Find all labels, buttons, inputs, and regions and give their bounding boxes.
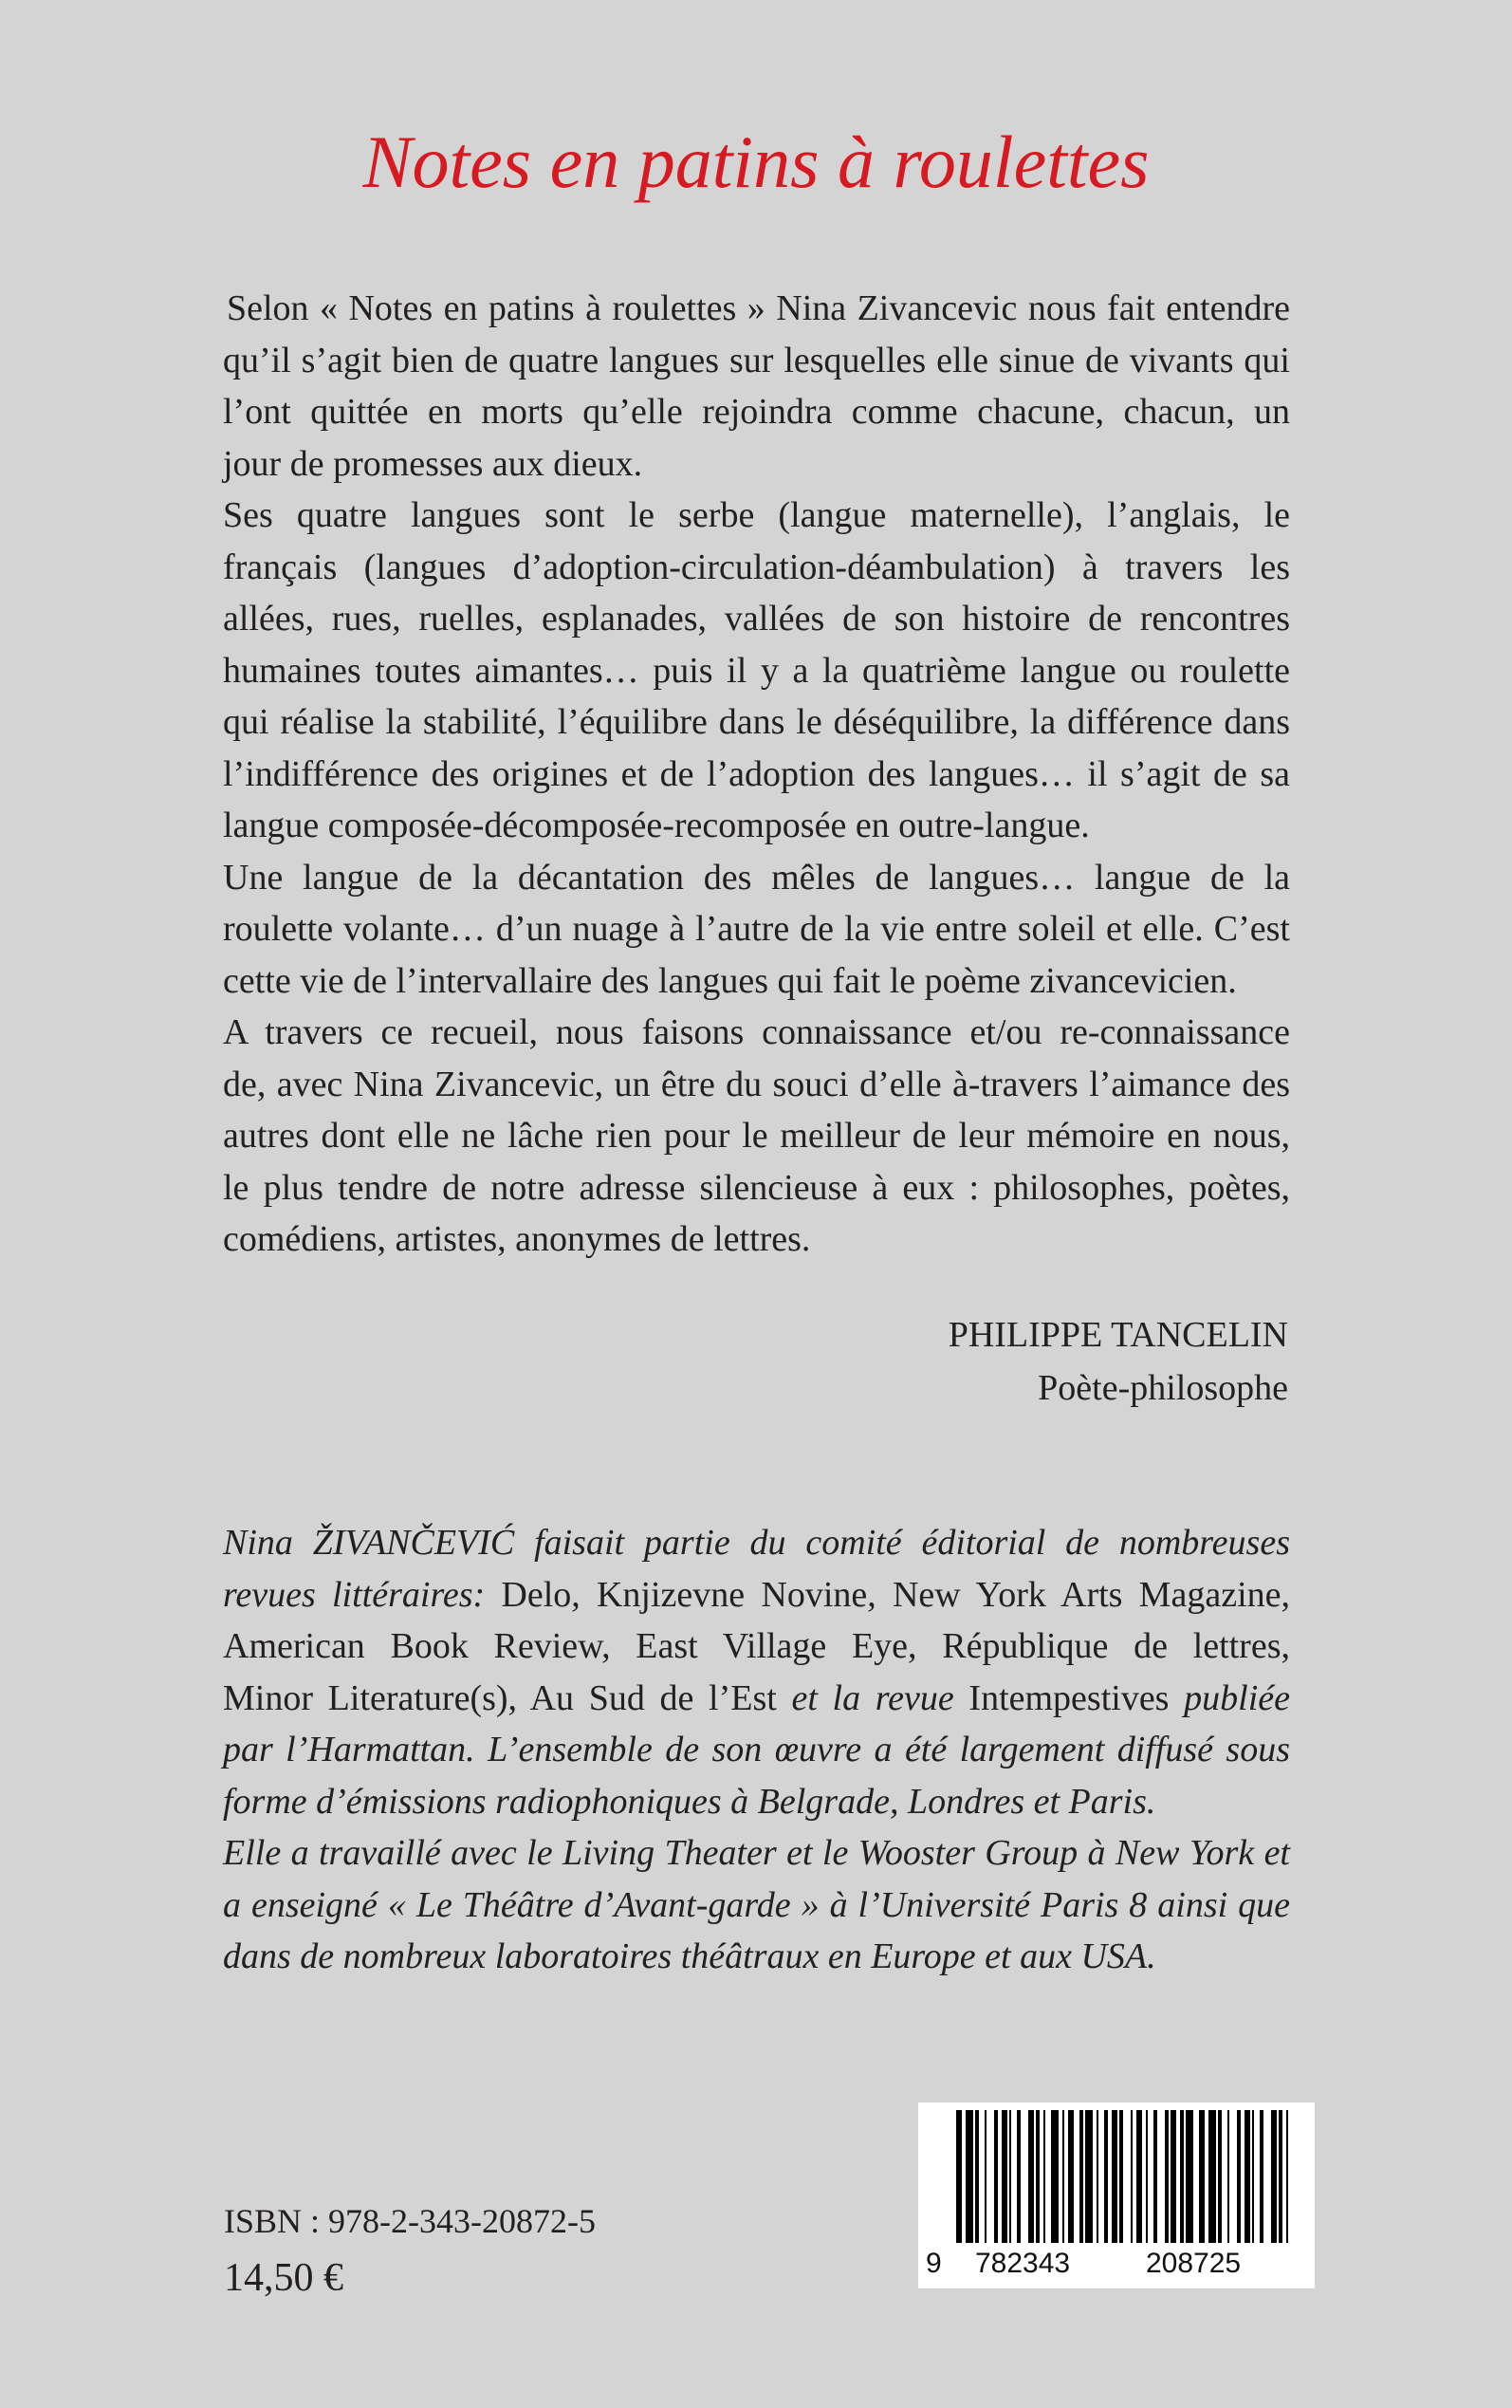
barcode-digits-right: 208725 — [1146, 2248, 1242, 2279]
blurb-line: jour de promesses aux dieux. — [223, 443, 643, 484]
blurb-line: de, avec Nina Zivancevic, un être du souci d’elle à-travers l’aimance des — [223, 1064, 1290, 1104]
barcode — [918, 2102, 1315, 2288]
bio-line — [223, 1569, 1290, 1621]
barcode-bar — [1085, 2110, 1093, 2243]
barcode-bar — [1227, 2110, 1229, 2243]
barcode-bar — [1097, 2110, 1098, 2243]
bio-roman-text: Minor Literature(s), Au Sud de l’Est — [223, 1677, 792, 1718]
blurb-line: autres dont elle ne lâche rien pour le meilleur de leur mémoire en nous, — [223, 1116, 1290, 1156]
barcode-digit-first: 9 — [926, 2248, 942, 2279]
barcode-bar — [975, 2110, 979, 2243]
barcode-bar — [1186, 2110, 1193, 2243]
barcode-bars — [918, 2102, 1315, 2245]
barcode-bar — [994, 2110, 998, 2243]
barcode-bar — [1112, 2110, 1117, 2243]
barcode-digits — [918, 2245, 1315, 2283]
blurb-line: Selon « Notes en patins à roulettes » Nina Zivancevic nous fait entendre — [227, 288, 1290, 328]
barcode-bar — [1279, 2110, 1282, 2243]
blurb-line: humaines toutes aimantes… puis il y a la quatrième langue ou roulette — [223, 650, 1290, 691]
bio-italic-text: revues littéraires: — [223, 1574, 486, 1615]
barcode-bar — [1218, 2110, 1222, 2243]
bio-italic-text: et la revue — [791, 1677, 954, 1718]
barcode-bar — [1171, 2110, 1176, 2243]
barcode-bar — [1136, 2110, 1142, 2243]
author-bio — [223, 1517, 1290, 1983]
barcode-bar — [1079, 2110, 1083, 2243]
signature-role: Poète-philosophe — [1038, 1368, 1288, 1408]
bio-line: dans de nombreux laboratoires théâtraux en Europe et aux USA. — [223, 1936, 1156, 1976]
bio-roman-text: Delo, Knjizevne Novine, New York Arts Magazine, — [485, 1574, 1290, 1615]
barcode-bar — [1252, 2110, 1254, 2243]
book-title: Notes en patins à roulettes — [362, 120, 1150, 203]
barcode-bar — [1208, 2110, 1216, 2243]
barcode-bar — [1131, 2110, 1133, 2243]
barcode-digits-left: 782343 — [975, 2248, 1071, 2279]
barcode-bar — [956, 2110, 962, 2243]
blurb-line: l’indifférence des origines et de l’adoption des langues… il s’agit de sa — [223, 753, 1290, 794]
blurb-line: Ses quatre langues sont le serbe (langue maternelle), l’anglais, le — [223, 495, 1290, 535]
barcode-bar — [1146, 2110, 1148, 2243]
bio-roman-text: Intempestives — [953, 1677, 1185, 1718]
barcode-bar — [1119, 2110, 1123, 2243]
blurb-line: comédiens, artistes, anonymes de lettres. — [223, 1219, 811, 1259]
barcode-bar — [1165, 2110, 1169, 2243]
signature-block — [949, 1308, 1288, 1415]
barcode-bar — [1043, 2110, 1045, 2243]
barcode-bar — [1237, 2110, 1241, 2243]
signature-name: PHILIPPE TANCELIN — [948, 1315, 1288, 1355]
blurb-line: qu’il s’agit bien de quatre langues sur lesquelles elle sinue de vivants qui — [223, 340, 1290, 380]
blurb-line: allées, rues, ruelles, esplanades, vallées de son histoire de rencontres — [223, 599, 1290, 639]
barcode-bar — [1286, 2110, 1288, 2243]
barcode-bar — [1062, 2110, 1064, 2243]
bio-line: par l’Harmattan. L’ensemble de son œuvre a été largement diffusé sous — [223, 1730, 1290, 1769]
bio-line: American Book Review, East Village Eye, République de lettres, — [223, 1626, 1290, 1666]
barcode-bar — [985, 2110, 986, 2243]
barcode-bar — [1260, 2110, 1263, 2243]
barcode-bar — [1051, 2110, 1059, 2243]
bio-italic-text: publiée — [1184, 1677, 1290, 1718]
blurb-line: le plus tendre de notre adresse silencieuse à eux : philosophes, poètes, — [223, 1167, 1290, 1208]
barcode-bar — [1009, 2110, 1011, 2243]
bio-line: Nina ŽIVANČEVIĆ faisait partie du comité éditorial de nombreuses — [223, 1523, 1290, 1563]
blurb-line: roulette volante… d’un nuage à l’autre de la vie entre soleil et elle. C’est — [223, 909, 1290, 949]
barcode-bar — [1036, 2110, 1040, 2243]
barcode-bar — [1199, 2110, 1205, 2243]
barcode-bar — [1068, 2110, 1074, 2243]
bio-line: a enseigné « Le Théâtre d’Avant-garde » à l’Université Paris 8 ainsi que — [223, 1884, 1290, 1925]
barcode-bar — [1153, 2110, 1157, 2243]
barcode-bar — [1002, 2110, 1007, 2243]
isbn-number: ISBN : 978-2-343-20872-5 — [224, 2202, 596, 2240]
back-cover-blurb — [223, 283, 1290, 1266]
bio-line: forme d’émissions radiophoniques à Belgrade, Londres et Paris. — [223, 1781, 1156, 1822]
blurb-line: Une langue de la décantation des mêles de langues… langue de la — [223, 857, 1290, 898]
barcode-bar — [1104, 2110, 1108, 2243]
barcode-bar — [966, 2110, 973, 2243]
barcode-bar — [1017, 2110, 1021, 2243]
price: 14,50 € — [224, 2256, 343, 2300]
barcode-bar — [1028, 2110, 1034, 2243]
blurb-line: A travers ce recueil, nous faisons connaissance et/ou re-connaissance — [223, 1012, 1290, 1052]
barcode-bar — [1180, 2110, 1184, 2243]
blurb-line: cette vie de l’intervallaire des langues qui fait le poème zivancevicien. — [223, 960, 1237, 1001]
blurb-line: l’ont quittée en morts qu’elle rejoindra comme chacune, chacun, un — [223, 392, 1290, 432]
blurb-line: langue composée-décomposée-recomposée en outre-langue. — [223, 806, 1090, 845]
barcode-bar — [1271, 2110, 1277, 2243]
blurb-line: français (langues d’adoption-circulation-déambulation) à travers les — [223, 546, 1290, 587]
bio-line: Elle a travaillé avec le Living Theater et le Wooster Group à New York et — [223, 1833, 1290, 1873]
barcode-bar — [1245, 2110, 1250, 2243]
blurb-line: qui réalise la stabilité, l’équilibre dans le déséquilibre, la différence dans — [223, 702, 1290, 742]
bio-line — [223, 1673, 1290, 1725]
